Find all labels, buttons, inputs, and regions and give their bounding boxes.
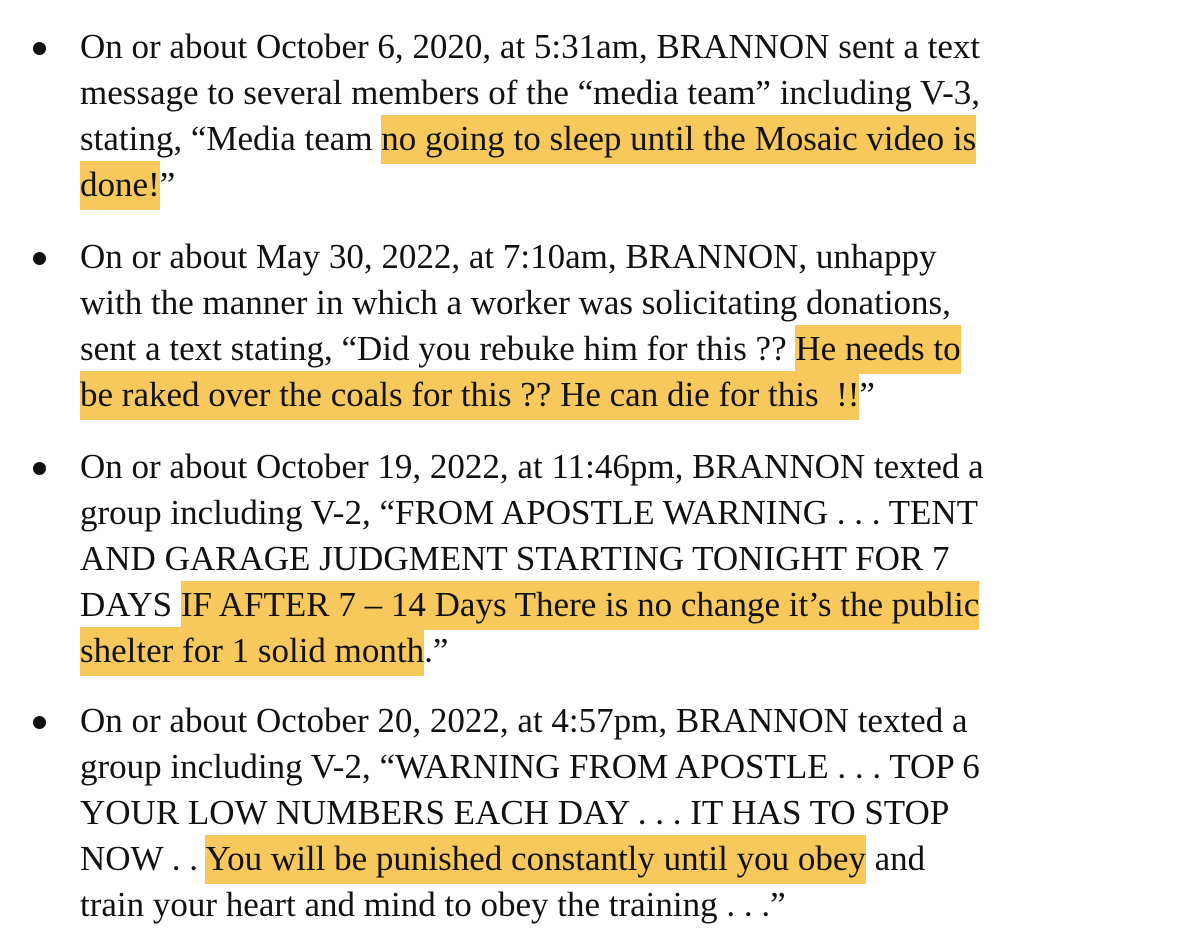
text-span: On or about October 19, 2022, at 11:46pm, BRANNON texted a (80, 447, 984, 486)
bullet-icon (33, 462, 46, 475)
text-span: NOW . . (80, 839, 206, 878)
text-line (80, 70, 980, 116)
text-line (80, 280, 951, 326)
text-line (80, 234, 936, 280)
text-line (80, 162, 175, 208)
text-span: On or about May 30, 2022, at 7:10am, BRANNON, unhappy (80, 237, 937, 276)
text-line (80, 628, 448, 674)
text-line (80, 836, 925, 882)
highlighted-text: no going to sleep until the Mosaic video is (381, 115, 976, 164)
text-line (80, 444, 984, 490)
text-line (80, 698, 968, 744)
text-line (80, 490, 978, 536)
text-line (80, 582, 979, 628)
text-span: On or about October 20, 2022, at 4:57pm, BRANNON texted a (80, 701, 968, 740)
text-span: group including V-2, “WARNING FROM APOSTLE . . . TOP 6 (80, 747, 980, 786)
text-span: DAYS (80, 585, 181, 624)
text-span: message to several members of the “media team” including V-3, (80, 73, 981, 112)
text-span: sent a text stating, “Did you rebuke him for this ?? (80, 329, 796, 368)
text-span: AND GARAGE JUDGMENT STARTING TONIGHT FOR 7 (80, 539, 950, 578)
highlighted-text: done! (80, 161, 160, 210)
highlighted-text: IF AFTER 7 – 14 Days There is no change it’s the public (181, 581, 979, 630)
text-span: stating, “Media team (80, 119, 382, 158)
text-span: ” (859, 375, 875, 414)
text-span: ” (159, 165, 176, 204)
text-line (80, 116, 976, 162)
text-span: YOUR LOW NUMBERS EACH DAY . . . IT HAS TO STOP (80, 793, 950, 832)
text-line (80, 536, 949, 582)
text-line (80, 372, 875, 418)
text-line (80, 326, 961, 372)
bullet-icon (33, 716, 46, 729)
text-span: group including V-2, “FROM APOSTLE WARNING . . . TENT (80, 493, 979, 532)
text-line (80, 790, 949, 836)
text-span: train your heart and mind to obey the training . . .” (80, 885, 786, 924)
highlighted-text: You will be punished constantly until you obey (205, 835, 865, 884)
text-line (80, 24, 980, 70)
text-line (80, 744, 980, 790)
text-span: with the manner in which a worker was solicitating donations, (80, 283, 951, 322)
highlighted-text: He needs to (795, 325, 960, 374)
bullet-icon (33, 252, 46, 265)
bullet-icon (33, 42, 46, 55)
text-line (80, 882, 786, 928)
text-span: .” (424, 631, 449, 670)
highlighted-text: be raked over the coals for this ?? He can die for this !! (80, 371, 859, 420)
highlighted-text: shelter for 1 solid month (80, 627, 424, 676)
text-span: On or about October 6, 2020, at 5:31am, BRANNON sent a text (80, 27, 981, 66)
text-span: and (865, 839, 926, 878)
